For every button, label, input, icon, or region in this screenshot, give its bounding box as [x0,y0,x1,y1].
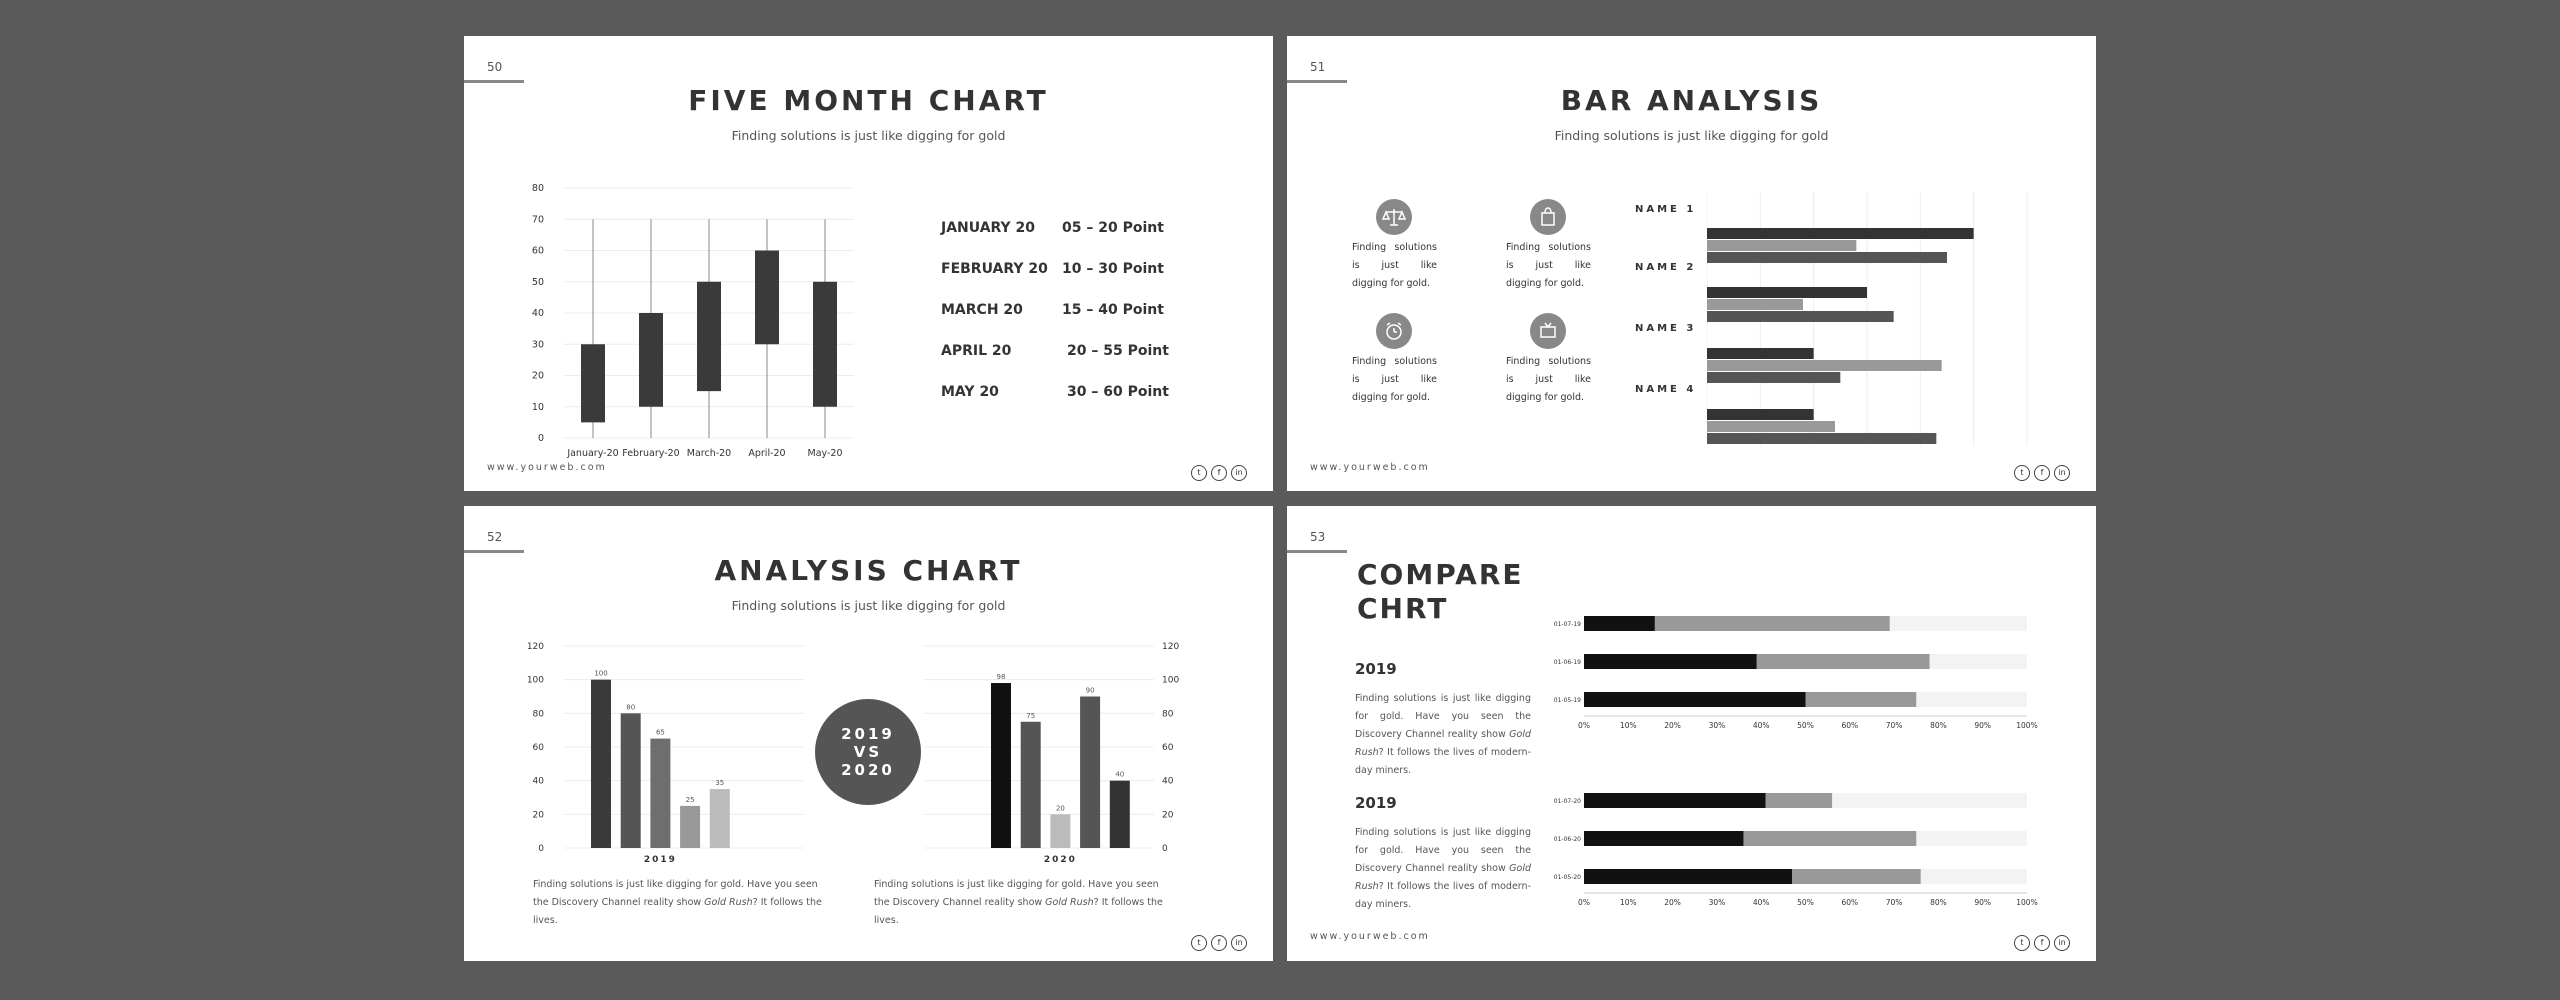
slide-number-underline [464,80,524,83]
y-tick-label: 20 [532,810,544,821]
x-tick-label: 20% [1664,721,1681,730]
y-tick-label: 20 [531,370,544,382]
bar [1584,831,1743,846]
bar [650,739,670,848]
x-tick-label: January-20 [567,448,619,459]
y-tick-label: 0 [538,844,544,854]
y-tick-label: 100 [1162,675,1180,686]
bar [1707,421,1835,432]
bar [1707,348,1814,359]
social-links [2014,465,2070,481]
bar [1766,793,1832,808]
x-tick-label: 50% [1797,898,1814,907]
tv-icon [1530,313,1566,349]
bar [1707,228,1974,239]
block-year: 2019 [1355,660,1397,678]
x-tick-label: 70% [1885,898,1903,907]
block-paragraph: Finding solutions is just like digging for gold. Have you seen the Discovery Channel reality show Gold Rush? It follows the lives of modern-day miners. [1355,827,1531,910]
title-line: COMPARE [1357,558,1524,591]
y-tick-label: 80 [531,183,544,194]
linkedin-icon[interactable]: in [2054,465,2070,481]
y-tick-label: 80 [532,709,544,720]
bar [680,806,700,848]
bar-name-label: NAME 2 [1635,262,1697,273]
data-label: 80 [626,703,636,712]
alarm-clock-icon [1376,313,1412,349]
slide-51 [1287,36,2096,491]
footer-website: www.yourweb.com [1310,462,1430,473]
twitter-icon[interactable]: t [2014,465,2030,481]
feature-text: Finding solutions is just like digging for gold. [1506,356,1591,403]
block-paragraph: Finding solutions is just like digging for gold. Have you seen the Discovery Channel reality show Gold Rush? It follows the lives of modern-day miners. [1355,693,1531,776]
bar [1707,311,1894,322]
y-tick-label: 0 [1162,844,1168,854]
legend-points: 10 – 30 Point [1062,261,1164,277]
x-tick-label: 10% [1619,898,1637,907]
slide-title [1357,558,1524,626]
x-tick-label: 50% [1797,721,1814,730]
bar [621,713,641,848]
x-axis-label: 2019 [643,855,677,865]
feature-text: Finding solutions is just like digging for gold. [1352,356,1437,403]
twitter-icon[interactable]: t [1191,935,1207,951]
footer-website: www.yourweb.com [487,462,607,473]
bar [1707,433,1936,444]
slide-number: 52 [487,530,503,544]
bar [1584,793,1766,808]
slide-number-underline [1287,80,1347,83]
bar [1792,869,1920,884]
slide-title: BAR ANALYSIS [1560,84,1823,117]
legend-month: MARCH 20 [941,302,1023,318]
bar [710,789,730,848]
linkedin-icon[interactable]: in [1231,935,1247,951]
data-label: 25 [685,795,695,804]
y-tick-label: 40 [1162,776,1174,787]
slide-53 [1287,506,2096,961]
x-tick-label: 20% [1664,898,1681,907]
x-tick-label: 60% [1841,898,1859,907]
category-label: 01-07-19 [1553,621,1581,628]
x-tick-label: April-20 [748,448,786,459]
social-links [2014,935,2070,951]
legend-points: 20 – 55 Point [1067,343,1169,359]
bar [1707,299,1803,310]
y-tick-label: 50 [531,276,544,288]
y-tick-label: 60 [532,743,544,753]
category-label: 01-05-19 [1553,697,1581,704]
data-label: 98 [996,673,1006,682]
x-tick-label: 40% [1752,898,1770,907]
bar [1707,252,1947,263]
x-tick-label: May-20 [807,448,843,459]
linkedin-icon[interactable]: in [2054,935,2070,951]
bar-name-label: NAME 1 [1635,204,1697,215]
data-label: 90 [1085,686,1095,695]
paragraph-2020: Finding solutions is just like digging for gold. Have you seen the Discovery Channel reality show Gold Rush? It follows the lives. [874,879,1163,926]
bar [1584,692,1806,707]
bar [1021,722,1041,848]
twitter-icon[interactable]: t [1191,465,1207,481]
y-tick-label: 120 [1162,642,1180,652]
circle-line: VS [853,743,883,761]
bar [1110,781,1130,848]
footer-website: www.yourweb.com [1310,931,1430,942]
slide-50 [464,36,1273,491]
social-links [1191,465,1247,481]
bar [591,680,611,848]
candle-body [697,282,721,391]
slide-number-underline [1287,550,1347,553]
slide-title: ANALYSIS CHART [714,554,1023,587]
x-tick-label: 80% [1930,898,1947,907]
bar [1655,616,1890,631]
bar [1707,287,1867,298]
bar [1707,240,1856,251]
twitter-icon[interactable]: t [2014,935,2030,951]
x-tick-label: February-20 [622,448,680,459]
y-tick-label: 40 [531,308,544,319]
x-tick-label: 70% [1885,721,1903,730]
facebook-icon[interactable]: f [2034,935,2050,951]
y-tick-label: 120 [526,642,544,652]
category-label: 01-06-19 [1553,659,1581,666]
category-label: 01-06-20 [1553,836,1581,843]
bar-chart-2020 [904,626,1194,866]
x-tick-label: 100% [2016,898,2038,907]
legend-month: JANUARY 20 [941,220,1036,236]
data-label: 40 [1115,770,1125,779]
y-tick-label: 30 [531,339,544,351]
bar-name-label: NAME 3 [1635,323,1697,334]
bar [1584,616,1655,631]
bar-chart-2019 [524,626,814,866]
bar [1707,360,1942,371]
candle-body [639,313,663,407]
year-comparison-circle [815,699,921,805]
x-tick-label: March-20 [686,448,732,459]
x-tick-label: 0% [1578,721,1590,730]
facebook-icon[interactable]: f [2034,465,2050,481]
x-tick-label: 40% [1752,721,1770,730]
data-label: 65 [655,728,665,737]
legend-month: APRIL 20 [941,343,1012,359]
compare-chart-2020 [1537,774,2067,924]
x-tick-label: 0% [1578,898,1590,907]
five-month-candlestick-chart [524,166,864,466]
legend-points: 15 – 40 Point [1062,302,1164,318]
slide-subtitle: Finding solutions is just like digging for gold [1554,128,1829,143]
paragraph-2019: Finding solutions is just like digging for gold. Have you seen the Discovery Channel reality show Gold Rush? It follows the lives. [533,879,822,926]
y-tick-label: 20 [1162,810,1174,821]
y-tick-label: 40 [532,776,544,787]
feature-text: Finding solutions is just like digging for gold. [1506,242,1591,289]
circle-line: 2020 [841,761,895,779]
feature-text: Finding solutions is just like digging for gold. [1352,242,1437,289]
bar [1743,831,1916,846]
candle-body [813,282,837,407]
slide-number-underline [464,550,524,553]
x-tick-label: 90% [1974,721,1992,730]
bar [1757,654,1930,669]
facebook-icon[interactable]: f [1211,935,1227,951]
scale-icon [1376,199,1412,235]
x-axis-label: 2020 [1043,855,1077,865]
bar [1050,814,1070,848]
x-tick-label: 30% [1708,898,1726,907]
candle-body [581,344,605,422]
legend-points: 05 – 20 Point [1062,220,1164,236]
x-tick-label: 30% [1708,721,1726,730]
y-tick-label: 60 [1162,743,1174,753]
x-tick-label: 60% [1841,721,1859,730]
bar [1584,654,1757,669]
title-line: CHRT [1357,592,1449,625]
category-label: 01-07-20 [1553,798,1581,805]
data-label: 75 [1026,711,1036,720]
x-tick-label: 100% [2016,721,2038,730]
slide-number: 51 [1310,60,1326,74]
y-tick-label: 100 [526,675,544,686]
data-label: 35 [715,779,725,788]
bar [1080,697,1100,849]
y-tick-label: 10 [531,401,544,413]
social-links [1191,935,1247,951]
slide-number: 50 [487,60,503,74]
candle-body [755,251,779,345]
facebook-icon[interactable]: f [1211,465,1227,481]
data-label: 100 [594,669,608,678]
slide-subtitle: Finding solutions is just like digging for gold [731,128,1006,143]
bar-analysis-chart [1707,176,2067,456]
category-label: 01-05-20 [1553,874,1581,881]
compare-chart-2019 [1537,596,2067,746]
bar-name-label: NAME 4 [1635,384,1697,395]
bar [1806,692,1917,707]
bag-icon [1530,199,1566,235]
legend-month: FEBRUARY 20 [941,261,1048,277]
slide-52 [464,506,1273,961]
y-tick-label: 60 [531,245,544,257]
x-tick-label: 10% [1619,721,1637,730]
y-tick-label: 80 [1162,709,1174,720]
block-year: 2019 [1355,794,1397,812]
bar [991,683,1011,848]
slide-title: FIVE MONTH CHART [688,84,1049,117]
x-tick-label: 80% [1930,721,1947,730]
linkedin-icon[interactable]: in [1231,465,1247,481]
x-tick-label: 90% [1974,898,1992,907]
bar [1707,372,1840,383]
legend-month: MAY 20 [941,384,999,400]
bar [1707,409,1814,420]
y-tick-label: 70 [531,214,544,226]
slide-number: 53 [1310,530,1326,544]
circle-line: 2019 [841,725,895,743]
bar [1584,869,1792,884]
data-label: 20 [1055,804,1065,813]
y-tick-label: 0 [537,433,544,444]
legend-points: 30 – 60 Point [1067,384,1169,400]
slide-subtitle: Finding solutions is just like digging for gold [731,598,1006,613]
